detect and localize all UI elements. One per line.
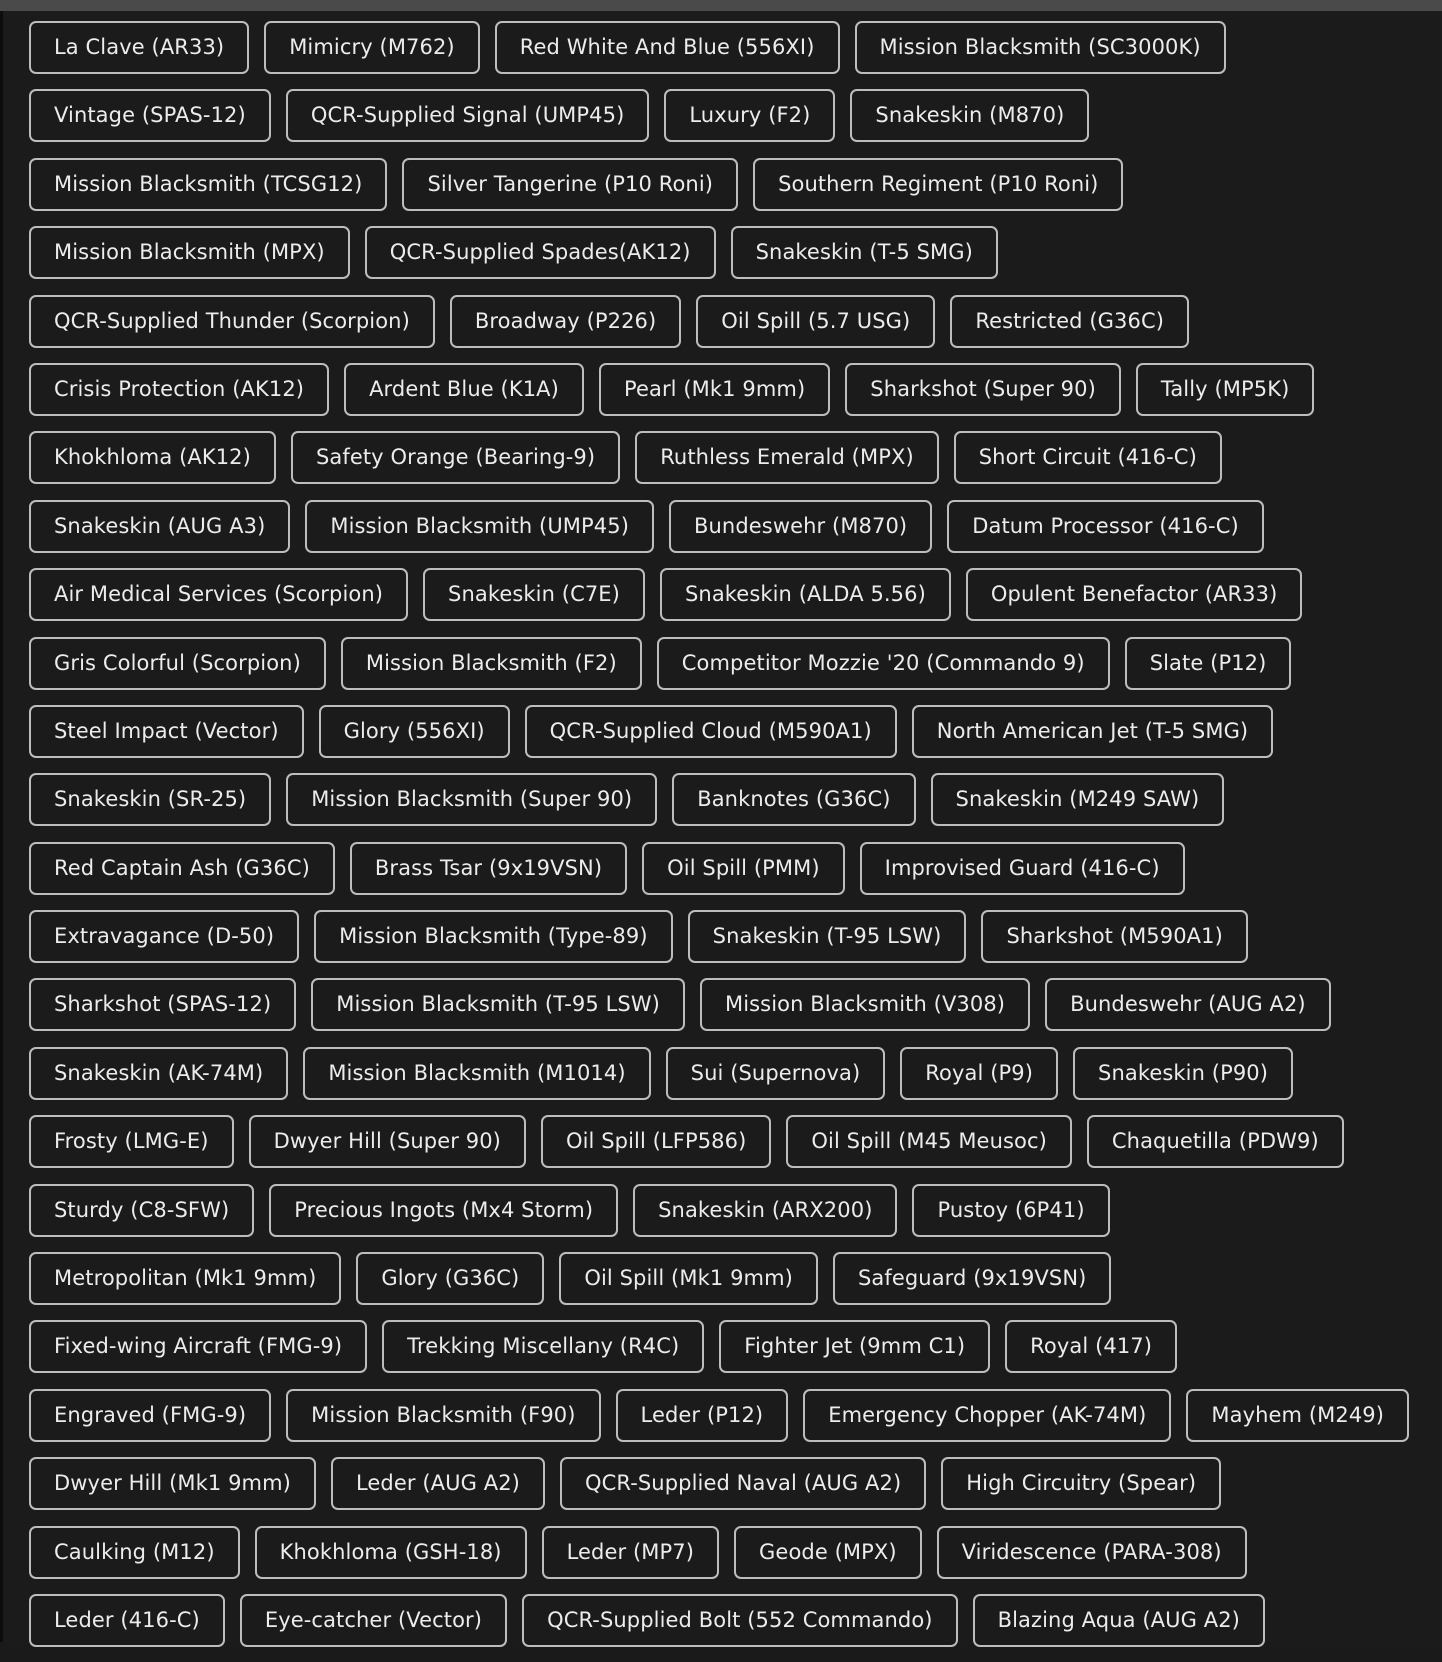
skin-chip[interactable]: Safety Orange (Bearing-9) — [291, 431, 620, 484]
skin-chip-list — [29, 21, 1439, 1662]
skin-chip[interactable]: Viridescence (PARA-308) — [937, 1526, 1247, 1579]
skin-chip[interactable]: Leder (MP7) — [542, 1526, 719, 1579]
chip-row — [29, 705, 1439, 758]
skin-chip[interactable]: Improvised Guard (416-C) — [860, 842, 1185, 895]
skin-chip[interactable]: Snakeskin (SR-25) — [29, 773, 271, 826]
chip-row — [29, 431, 1439, 484]
skin-chip[interactable]: Tally (MP5K) — [1136, 363, 1315, 416]
skin-chip[interactable]: Royal (P9) — [900, 1047, 1058, 1100]
skin-chip[interactable]: Precious Ingots (Mx4 Storm) — [269, 1184, 618, 1237]
skin-chip[interactable]: Mission Blacksmith (Super 90) — [286, 773, 657, 826]
skin-chip[interactable]: Mimicry (M762) — [264, 21, 480, 74]
skin-chip[interactable]: Snakeskin (T-95 LSW) — [688, 910, 967, 963]
skin-chip[interactable]: Crisis Protection (AK12) — [29, 363, 329, 416]
skin-chip[interactable]: Glory (G36C) — [356, 1252, 544, 1305]
chip-row — [29, 500, 1439, 553]
chip-row — [29, 295, 1439, 348]
skin-list-panel — [3, 11, 1442, 1642]
skin-chip[interactable]: Air Medical Services (Scorpion) — [29, 568, 408, 621]
skin-chip[interactable]: Oil Spill (5.7 USG) — [696, 295, 935, 348]
skin-chip[interactable]: Mission Blacksmith (V308) — [700, 978, 1030, 1031]
skin-chip[interactable]: North American Jet (T-5 SMG) — [912, 705, 1273, 758]
skin-chip[interactable]: Snakeskin (M870) — [850, 89, 1089, 142]
skin-chip[interactable]: Steel Impact (Vector) — [29, 705, 304, 758]
skin-chip[interactable]: Bundeswehr (M870) — [669, 500, 932, 553]
skin-chip[interactable]: Silver Tangerine (P10 Roni) — [402, 158, 738, 211]
skin-chip[interactable]: Oil Spill (Mk1 9mm) — [559, 1252, 818, 1305]
skin-chip[interactable]: Fixed-wing Aircraft (FMG-9) — [29, 1320, 367, 1373]
skin-chip[interactable]: Frosty (LMG-E) — [29, 1115, 234, 1168]
skin-chip[interactable]: Khokhloma (GSH-18) — [255, 1526, 527, 1579]
skin-chip[interactable]: QCR-Supplied Spades(AK12) — [365, 226, 716, 279]
skin-chip[interactable]: Emergency Chopper (AK-74M) — [803, 1389, 1171, 1442]
skin-chip[interactable]: Snakeskin (P90) — [1073, 1047, 1293, 1100]
chip-row — [29, 1526, 1439, 1579]
skin-chip[interactable]: Leder (416-C) — [29, 1594, 225, 1647]
skin-chip[interactable]: Slate (P12) — [1125, 637, 1292, 690]
skin-chip[interactable]: Caulking (M12) — [29, 1526, 240, 1579]
skin-chip[interactable]: Banknotes (G36C) — [672, 773, 915, 826]
skin-chip[interactable]: Snakeskin (ALDA 5.56) — [660, 568, 951, 621]
skin-chip[interactable]: Southern Regiment (P10 Roni) — [753, 158, 1123, 211]
chip-row — [29, 1320, 1439, 1373]
chip-row — [29, 1184, 1439, 1237]
skin-chip[interactable]: QCR-Supplied Naval (AUG A2) — [560, 1457, 926, 1510]
skin-chip[interactable]: Blazing Aqua (AUG A2) — [973, 1594, 1265, 1647]
chip-row — [29, 21, 1439, 74]
skin-chip[interactable]: QCR-Supplied Bolt (552 Commando) — [522, 1594, 958, 1647]
chip-row — [29, 1594, 1439, 1647]
skin-chip[interactable]: Sharkshot (Super 90) — [845, 363, 1121, 416]
skin-chip[interactable]: Short Circuit (416-C) — [954, 431, 1222, 484]
skin-chip[interactable]: Sharkshot (SPAS-12) — [29, 978, 296, 1031]
skin-chip[interactable]: Snakeskin (AUG A3) — [29, 500, 290, 553]
skin-chip[interactable]: Brass Tsar (9x19VSN) — [350, 842, 627, 895]
skin-chip[interactable]: Chaquetilla (PDW9) — [1087, 1115, 1344, 1168]
chip-row — [29, 1457, 1439, 1510]
skin-chip[interactable]: Ardent Blue (K1A) — [344, 363, 584, 416]
skin-chip[interactable]: Leder (P12) — [616, 1389, 789, 1442]
skin-chip[interactable]: Dwyer Hill (Mk1 9mm) — [29, 1457, 316, 1510]
skin-chip[interactable]: Fighter Jet (9mm C1) — [719, 1320, 990, 1373]
skin-chip[interactable]: Glory (556XI) — [319, 705, 510, 758]
skin-chip[interactable]: Snakeskin (M249 SAW) — [931, 773, 1225, 826]
skin-chip[interactable]: Red Captain Ash (G36C) — [29, 842, 335, 895]
skin-chip[interactable]: Oil Spill (M45 Meusoc) — [786, 1115, 1072, 1168]
skin-chip[interactable]: Snakeskin (T-5 SMG) — [731, 226, 998, 279]
skin-chip[interactable]: Mayhem (M249) — [1186, 1389, 1409, 1442]
skin-chip[interactable]: QCR-Supplied Cloud (M590A1) — [525, 705, 897, 758]
skin-chip[interactable]: High Circuitry (Spear) — [941, 1457, 1221, 1510]
skin-chip[interactable]: Gris Colorful (Scorpion) — [29, 637, 326, 690]
chip-row — [29, 1252, 1439, 1305]
chip-row — [29, 1115, 1439, 1168]
skin-chip[interactable]: Competitor Mozzie '20 (Commando 9) — [657, 637, 1110, 690]
skin-chip[interactable]: Engraved (FMG-9) — [29, 1389, 271, 1442]
skin-chip[interactable]: Mission Blacksmith (MPX) — [29, 226, 350, 279]
skin-chip[interactable]: Mission Blacksmith (T-95 LSW) — [311, 978, 685, 1031]
skin-chip[interactable]: Ruthless Emerald (MPX) — [635, 431, 939, 484]
skin-chip[interactable]: Oil Spill (LFP586) — [541, 1115, 771, 1168]
chip-row — [29, 89, 1439, 142]
skin-chip[interactable]: Mission Blacksmith (TCSG12) — [29, 158, 387, 211]
chip-row — [29, 1389, 1439, 1442]
skin-chip[interactable]: Eye-catcher (Vector) — [240, 1594, 507, 1647]
chip-row — [29, 1047, 1439, 1100]
skin-chip[interactable]: QCR-Supplied Thunder (Scorpion) — [29, 295, 435, 348]
skin-chip[interactable]: Datum Processor (416-C) — [947, 500, 1264, 553]
skin-chip[interactable]: QCR-Supplied Signal (UMP45) — [286, 89, 650, 142]
skin-chip[interactable]: Metropolitan (Mk1 9mm) — [29, 1252, 341, 1305]
skin-chip[interactable]: Extravagance (D-50) — [29, 910, 299, 963]
chip-row — [29, 842, 1439, 895]
skin-chip[interactable]: Pearl (Mk1 9mm) — [599, 363, 830, 416]
skin-chip[interactable]: Mission Blacksmith (F90) — [286, 1389, 600, 1442]
skin-chip[interactable]: Restricted (G36C) — [950, 295, 1189, 348]
skin-chip[interactable]: Broadway (P226) — [450, 295, 681, 348]
chip-row — [29, 226, 1439, 279]
skin-chip[interactable]: Vintage (SPAS-12) — [29, 89, 271, 142]
skin-chip[interactable]: Dwyer Hill (Super 90) — [249, 1115, 526, 1168]
chip-row — [29, 637, 1439, 690]
skin-chip[interactable]: Mission Blacksmith (SC3000K) — [855, 21, 1226, 74]
skin-chip[interactable]: Khokhloma (AK12) — [29, 431, 276, 484]
skin-chip[interactable]: Leder (AUG A2) — [331, 1457, 545, 1510]
skin-chip[interactable]: Mission Blacksmith (F2) — [341, 637, 642, 690]
skin-chip[interactable]: Mission Blacksmith (M1014) — [303, 1047, 650, 1100]
skin-chip[interactable]: Trekking Miscellany (R4C) — [382, 1320, 704, 1373]
skin-chip[interactable]: La Clave (AR33) — [29, 21, 249, 74]
skin-chip[interactable]: Snakeskin (C7E) — [423, 568, 645, 621]
chip-row — [29, 363, 1439, 416]
chip-row — [29, 910, 1439, 963]
skin-chip[interactable]: Bundeswehr (AUG A2) — [1045, 978, 1331, 1031]
skin-chip[interactable]: Mission Blacksmith (UMP45) — [305, 500, 654, 553]
chip-row — [29, 568, 1439, 621]
skin-chip[interactable]: Snakeskin (ARX200) — [633, 1184, 897, 1237]
window-top-bar — [0, 0, 1442, 11]
chip-row — [29, 978, 1439, 1031]
skin-chip[interactable]: Royal (417) — [1005, 1320, 1177, 1373]
skin-chip[interactable]: Snakeskin (AK-74M) — [29, 1047, 288, 1100]
skin-chip[interactable]: Mission Blacksmith (Type-89) — [314, 910, 673, 963]
chip-row — [29, 158, 1439, 211]
skin-chip[interactable]: Red White And Blue (556XI) — [495, 21, 840, 74]
skin-chip[interactable]: Safeguard (9x19VSN) — [833, 1252, 1112, 1305]
skin-chip[interactable]: Luxury (F2) — [664, 89, 835, 142]
skin-chip[interactable]: Oil Spill (PMM) — [642, 842, 845, 895]
skin-chip[interactable]: Sui (Supernova) — [666, 1047, 886, 1100]
skin-chip[interactable]: Sturdy (C8-SFW) — [29, 1184, 254, 1237]
skin-chip[interactable]: Geode (MPX) — [734, 1526, 922, 1579]
chip-row — [29, 773, 1439, 826]
skin-chip[interactable]: Sharkshot (M590A1) — [981, 910, 1247, 963]
skin-chip[interactable]: Opulent Benefactor (AR33) — [966, 568, 1302, 621]
skin-chip[interactable]: Pustoy (6P41) — [912, 1184, 1109, 1237]
